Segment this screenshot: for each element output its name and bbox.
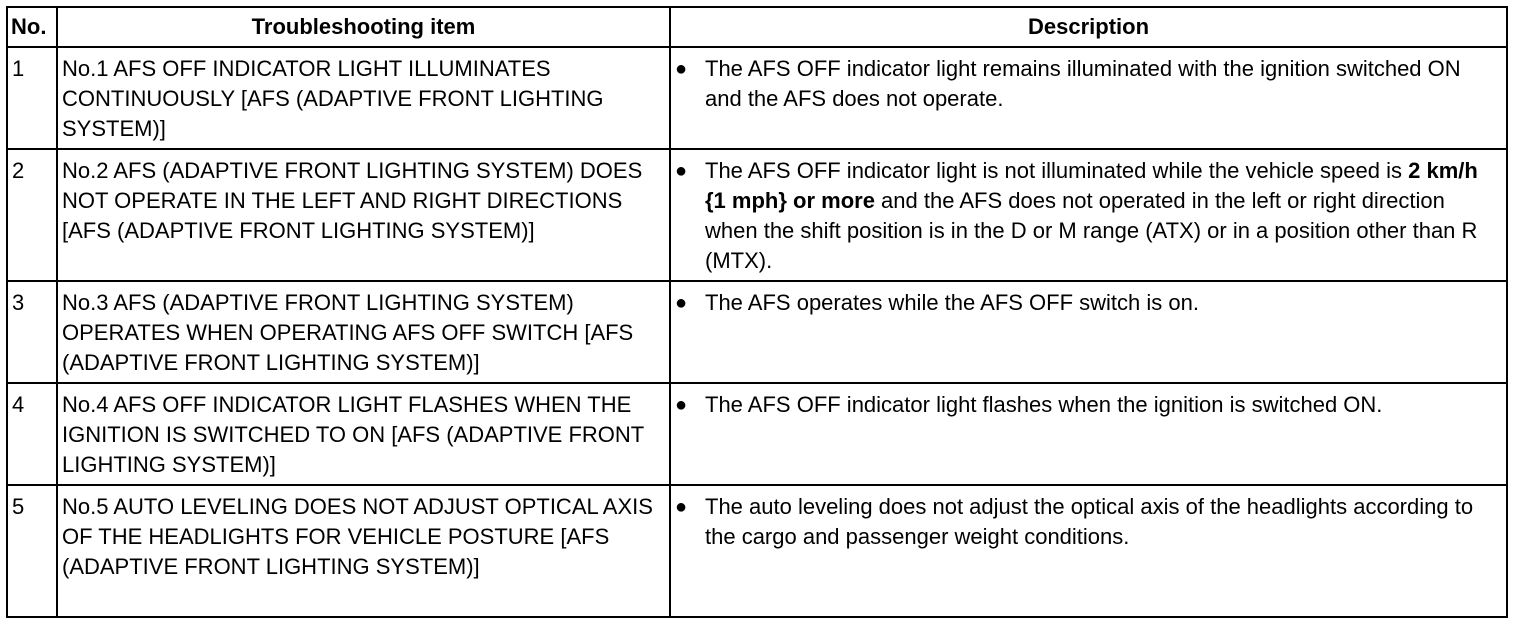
header-troubleshooting-item: Troubleshooting item: [57, 7, 670, 47]
bullet-icon: ●: [675, 160, 688, 182]
row-number: 2: [7, 149, 57, 281]
description-cell: [670, 281, 1507, 383]
row-number: 3: [7, 281, 57, 383]
description-text-part: and the AFS does not operated in the left or right direction when the shift position is in the D or M range (ATX) or in a position other than R (MTX).: [705, 188, 1478, 273]
table-row: [7, 47, 1507, 149]
table-row: [7, 281, 1507, 383]
description-text-part: The AFS OFF indicator light is not illuminated while the vehicle speed is: [705, 158, 1409, 183]
description-bullet-item: [675, 156, 1502, 276]
row-number: 1: [7, 47, 57, 149]
description-cell: [670, 149, 1507, 281]
header-row: [7, 7, 1507, 47]
description-text: The AFS OFF indicator light flashes when the ignition is switched ON.: [705, 392, 1383, 417]
description-emphasis: 2 km/h {1 mph} or more: [705, 158, 1478, 213]
description-cell: [670, 485, 1507, 617]
troubleshooting-item: No.3 AFS (ADAPTIVE FRONT LIGHTING SYSTEM) OPERATES WHEN OPERATING AFS OFF SWITCH [AFS (ADAPTIVE FRONT LIGHTING SYSTEM)]: [57, 281, 670, 383]
description-text: The AFS OFF indicator light remains illuminated with the ignition switched ON and the AFS does not operate.: [705, 56, 1461, 111]
description-text: The AFS operates while the AFS OFF switch is on.: [705, 290, 1199, 315]
bullet-icon: ●: [675, 394, 688, 416]
table-row: [7, 383, 1507, 485]
row-number: 4: [7, 383, 57, 485]
troubleshooting-table: [6, 6, 1508, 618]
table-row: [7, 485, 1507, 617]
description-cell: [670, 383, 1507, 485]
description-cell: [670, 47, 1507, 149]
table-row: [7, 149, 1507, 281]
row-number: 5: [7, 485, 57, 617]
description-bullet-item: [675, 54, 1502, 114]
bullet-icon: ●: [675, 496, 688, 518]
troubleshooting-item: No.1 AFS OFF INDICATOR LIGHT ILLUMINATES CONTINUOUSLY [AFS (ADAPTIVE FRONT LIGHTING SYSTEM)]: [57, 47, 670, 149]
header-no: No.: [7, 7, 57, 47]
description-bullet-item: [675, 288, 1502, 318]
troubleshooting-item: No.5 AUTO LEVELING DOES NOT ADJUST OPTICAL AXIS OF THE HEADLIGHTS FOR VEHICLE POSTURE [AFS (ADAPTIVE FRONT LIGHTING SYSTEM)]: [57, 485, 670, 617]
description-bullet-item: [675, 390, 1502, 420]
header-description: Description: [670, 7, 1507, 47]
description-text: The auto leveling does not adjust the optical axis of the headlights according to the cargo and passenger weight conditions.: [705, 494, 1474, 549]
troubleshooting-item: No.2 AFS (ADAPTIVE FRONT LIGHTING SYSTEM) DOES NOT OPERATE IN THE LEFT AND RIGHT DIRECTIONS [AFS (ADAPTIVE FRONT LIGHTING SYSTEM)]: [57, 149, 670, 281]
description-bullet-item: [675, 492, 1502, 552]
troubleshooting-item: No.4 AFS OFF INDICATOR LIGHT FLASHES WHEN THE IGNITION IS SWITCHED TO ON [AFS (ADAPTIVE FRONT LIGHTING SYSTEM)]: [57, 383, 670, 485]
bullet-icon: ●: [675, 292, 688, 314]
bullet-icon: ●: [675, 58, 688, 80]
